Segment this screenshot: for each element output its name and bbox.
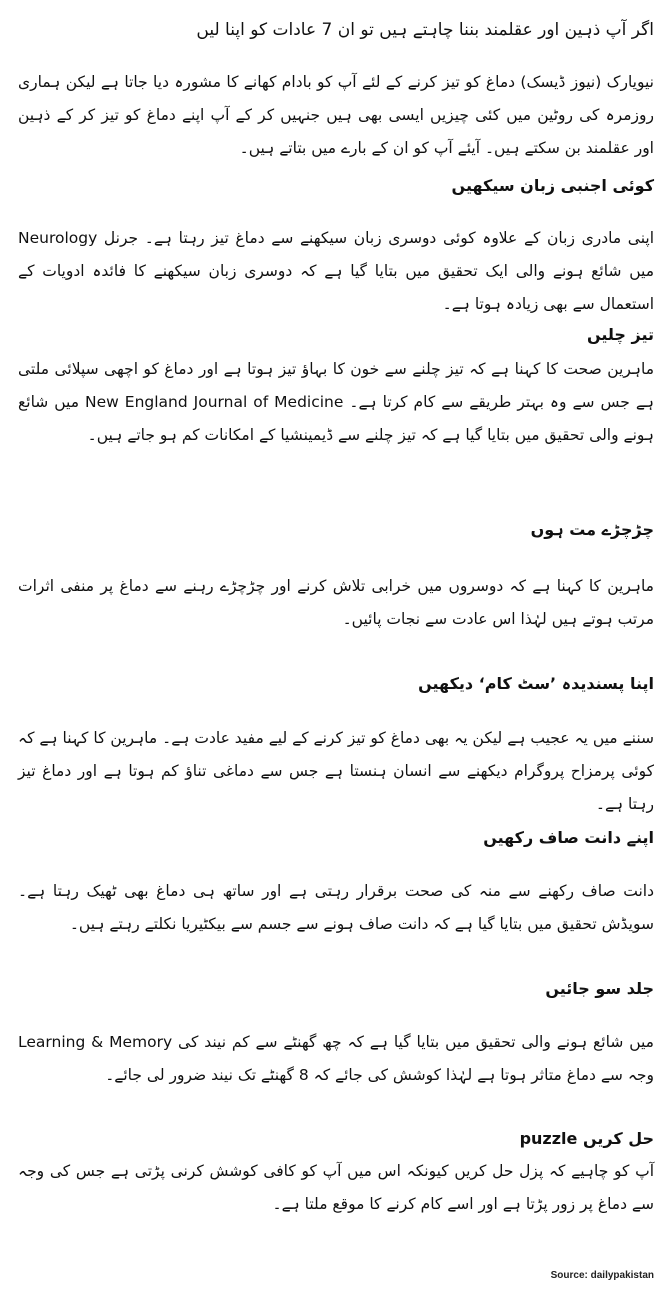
section-text-irritability: ماہرین کا کہنا ہے کہ دوسروں میں خرابی تلاش کرنے اور چڑچڑے رہنے سے دماغ پر منفی اثرات مرتب ہوتے ہیں لہٰذا اس عادت سے نجات پائیں۔ [18, 577, 654, 628]
section-text-language: اپنی مادری زبان کے علاوہ کوئی دوسری زبان سیکھنے سے دماغ تیز رہتا ہے۔ جرنل Neurology میں شائع ہونے والی ایک تحقیق میں بتایا گیا ہے کہ دوسری زبان سیکھنے کا فائدہ ادویات کے استعمال سے بھی زیادہ ہوتا ہے۔ [18, 229, 654, 313]
section-text-puzzle: آپ کو چاہیے کہ پزل حل کریں کیونکہ اس میں آپ کو کافی کوشش کرنی پڑتی ہے جس کی وجہ سے دماغ پر زور پڑتا ہے اور اسے کام کرنے کا موقع ملتا ہے۔ [18, 1162, 654, 1213]
section-heading-walk: تیز چلیں [586, 325, 654, 344]
section-heading-language: کوئی اجنبی زبان سیکھیں [451, 176, 654, 195]
section-heading-teeth: اپنے دانت صاف رکھیں [483, 828, 654, 847]
section-heading-irritability: چڑچڑے مت ہوں [530, 520, 654, 539]
section-heading-puzzle: puzzle حل کریں [519, 1129, 654, 1148]
section-heading-sleep: جلد سو جائیں [545, 979, 654, 998]
intro-paragraph: نیویارک (نیوز ڈیسک) دماغ کو تیز کرنے کے لئے آپ کو بادام کھانے کا مشورہ دیا جاتا ہے لیکن ہماری روزمرہ کی روٹین میں کئی چیزیں ایسی بھی ہیں جنہیں کر کے آپ اپنے دماغ کو تیز کر کے ذہین اور عقلمند بن سکتے ہیں۔ آیئے آپ کو ان کے بارے میں بتاتے ہیں۔ [18, 73, 654, 157]
section-heading-sitcom: اپنا پسندیدہ ’سٹ کام‘ دیکھیں [418, 674, 654, 693]
section-text-sitcom: سننے میں یہ عجیب ہے لیکن یہ بھی دماغ کو تیز کرنے کے لیے مفید عادت ہے۔ ماہرین کا کہنا ہے کہ کوئی پرمزاح پروگرام دیکھنے سے انسان ہنستا ہے جس سے دماغی تناؤ کم ہوتا ہے اور دماغ تیز رہتا ہے۔ [18, 729, 654, 813]
article-title: اگر آپ ذہین اور عقلمند بننا چاہتے ہیں تو ان 7 عادات کو اپنا لیں [196, 20, 654, 40]
section-text-teeth: دانت صاف رکھنے سے منہ کی صحت برقرار رہتی ہے اور ساتھ ہی دماغ بھی ٹھیک رہتا ہے۔ سویڈش تحقیق میں بتایا گیا ہے کہ دانت صاف ہونے سے جسم سے بیکٹیریا نکلتے رہتے ہیں۔ [18, 882, 654, 933]
section-text-sleep: Learning & Memory میں شائع ہونے والی تحقیق میں بتایا گیا ہے کہ چھ گھنٹے سے کم نیند کی وجہ سے دماغ متاثر ہوتا ہے لہٰذا کوشش کی جائے کہ 8 گھنٹے تک نیند ضرور لی جائے۔ [18, 1033, 654, 1084]
source-credit: Source: dailypakistan [550, 1270, 654, 1281]
section-text-walk: ماہرین صحت کا کہنا ہے کہ تیز چلنے سے خون کا بہاؤ تیز ہوتا ہے اور دماغ کو اچھی سپلائی ملتی ہے جس سے وہ بہتر طریقے سے کام کرتا ہے۔ New England Journal of Medicine میں شائع ہونے والی تحقیق میں بتایا گیا ہے کہ تیز چلنے سے ڈیمینشیا کے امکانات کم ہو جاتے ہیں۔ [18, 360, 654, 444]
